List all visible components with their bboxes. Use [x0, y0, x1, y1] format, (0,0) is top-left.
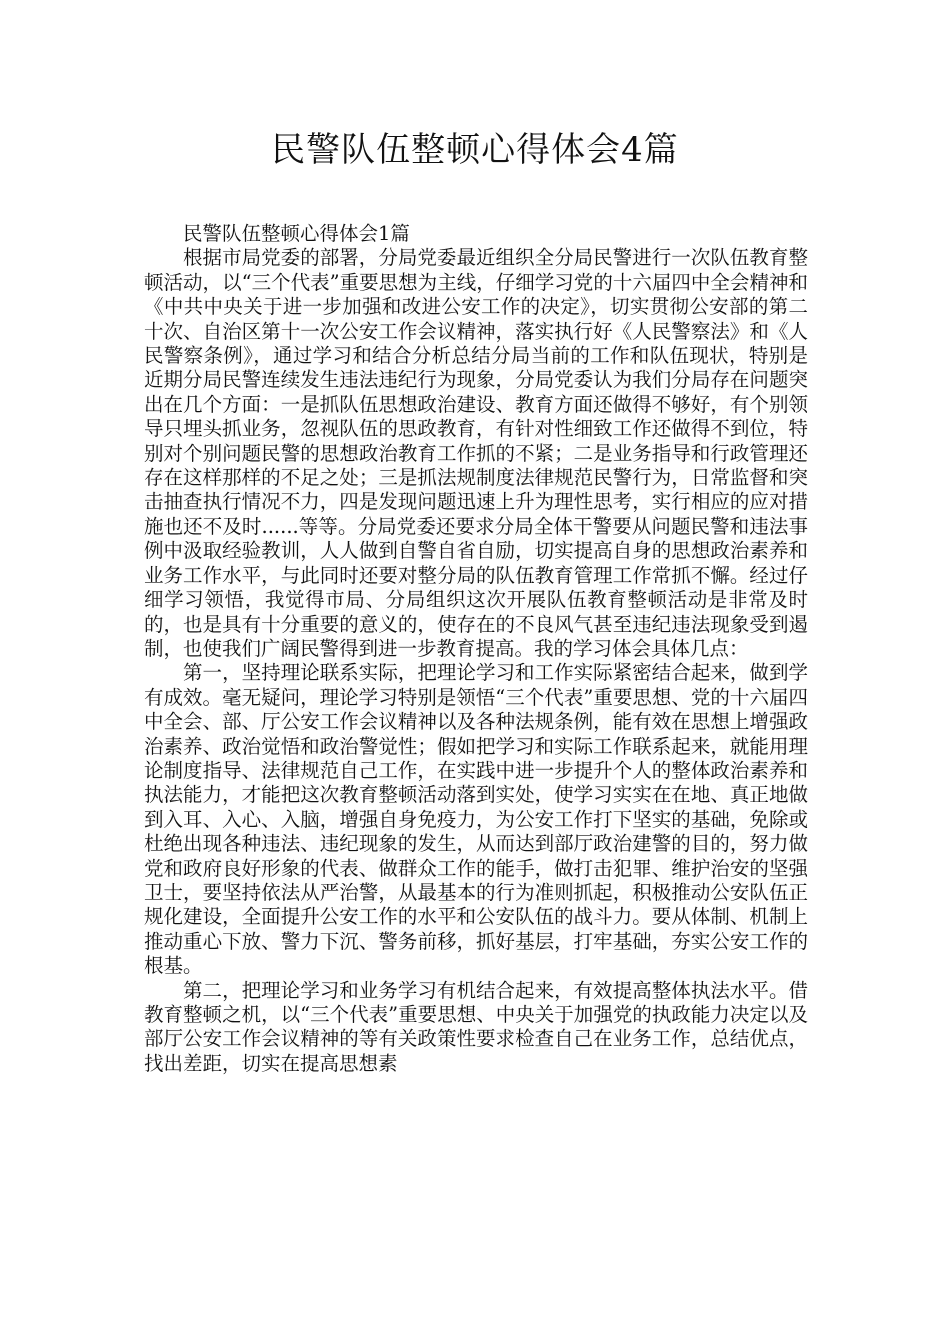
body-paragraph: 第二，把理论学习和业务学习有机结合起来，有效提高整体执法水平。借教育整顿之机，以“三个代表”重要思想、中央关于加强党的执政能力决定以及部厅公安工作会议精神的等有关政策性要求检查自己在业务工作，总结优点，找出差距，切实在提高思想素	[144, 978, 808, 1075]
section-heading: 民警队伍整顿心得体会1篇	[183, 222, 410, 245]
body-paragraph: 根据市局党委的部署，分局党委最近组织全分局民警进行一次队伍教育整顿活动，以“三个代表”重要思想为主线，仔细学习党的十六届四中全会精神和《中共中央关于进一步加强和改进公安工作的决定》，切实贯彻公安部的第二十次、自治区第十一次公安工作会议精神，落实执行好《人民警察法》和《人民警察条例》，通过学习和结合分析总结分局当前的工作和队伍现状，特别是近期分局民警连续发生违法违纪行为现象，分局党委认为我们分局存在问题突出在几个方面：一是抓队伍思想政治建设、教育方面还做得不够好，有个别领导只埋头抓业务，忽视队伍的思政教育，有针对性细致工作还做得不到位，特别对个别问题民警的思想政治教育工作抓的不紧；二是业务指导和行政管理还存在这样那样的不足之处；三是抓法规制度法律规范民警行为，日常监督和突击抽查执行情况不力，四是发现问题迅速上升为理性思考，实行相应的应对措施也还不及时......等等。分局党委还要求分局全体干警要从问题民警和违法事例中汲取经验教训，人人做到自警自省自励，切实提高自身的思想政治素养和业务工作水平，与此同时还要对整分局的队伍教育管理工作常抓不懈。经过仔细学习领悟，我觉得市局、分局组织这次开展队伍教育整顿活动是非常及时的，也是具有十分重要的意义的，使存在的不良风气甚至违纪违法现象受到遏制，也使我们广阔民警得到进一步教育提高。我的学习体会具体几点：	[144, 246, 808, 660]
document-title: 民警队伍整顿心得体会4篇	[271, 130, 679, 170]
document-body	[144, 222, 808, 1076]
body-paragraph: 第一，坚持理论联系实际，把理论学习和工作实际紧密结合起来，做到学有成效。毫无疑问，理论学习特别是领悟“三个代表”重要思想、党的十六届四中全会、部、厅公安工作会议精神以及各种法规条例，能有效在思想上增强政治素养、政治觉悟和政治警觉性；假如把学习和实际工作联系起来，就能用理论制度指导、法律规范自己工作，在实践中进一步提升个人的整体政治素养和执法能力，才能把这次教育整顿活动落到实处，使学习实实在在地、真正地做到入耳、入心、入脑，增强自身免疫力，为公安工作打下坚实的基础，免除或杜绝出现各种违法、违纪现象的发生，从而达到部厅政治建警的目的，努力做党和政府良好形象的代表、做群众工作的能手，做打击犯罪、维护治安的坚强卫士，要坚持依法从严治警，从最基本的行为准则抓起，积极推动公安队伍正规化建设，全面提升公安工作的水平和公安队伍的战斗力。要从体制、机制上推动重心下放、警力下沉、警务前移，抓好基层，打牢基础，夯实公安工作的根基。	[144, 661, 808, 978]
